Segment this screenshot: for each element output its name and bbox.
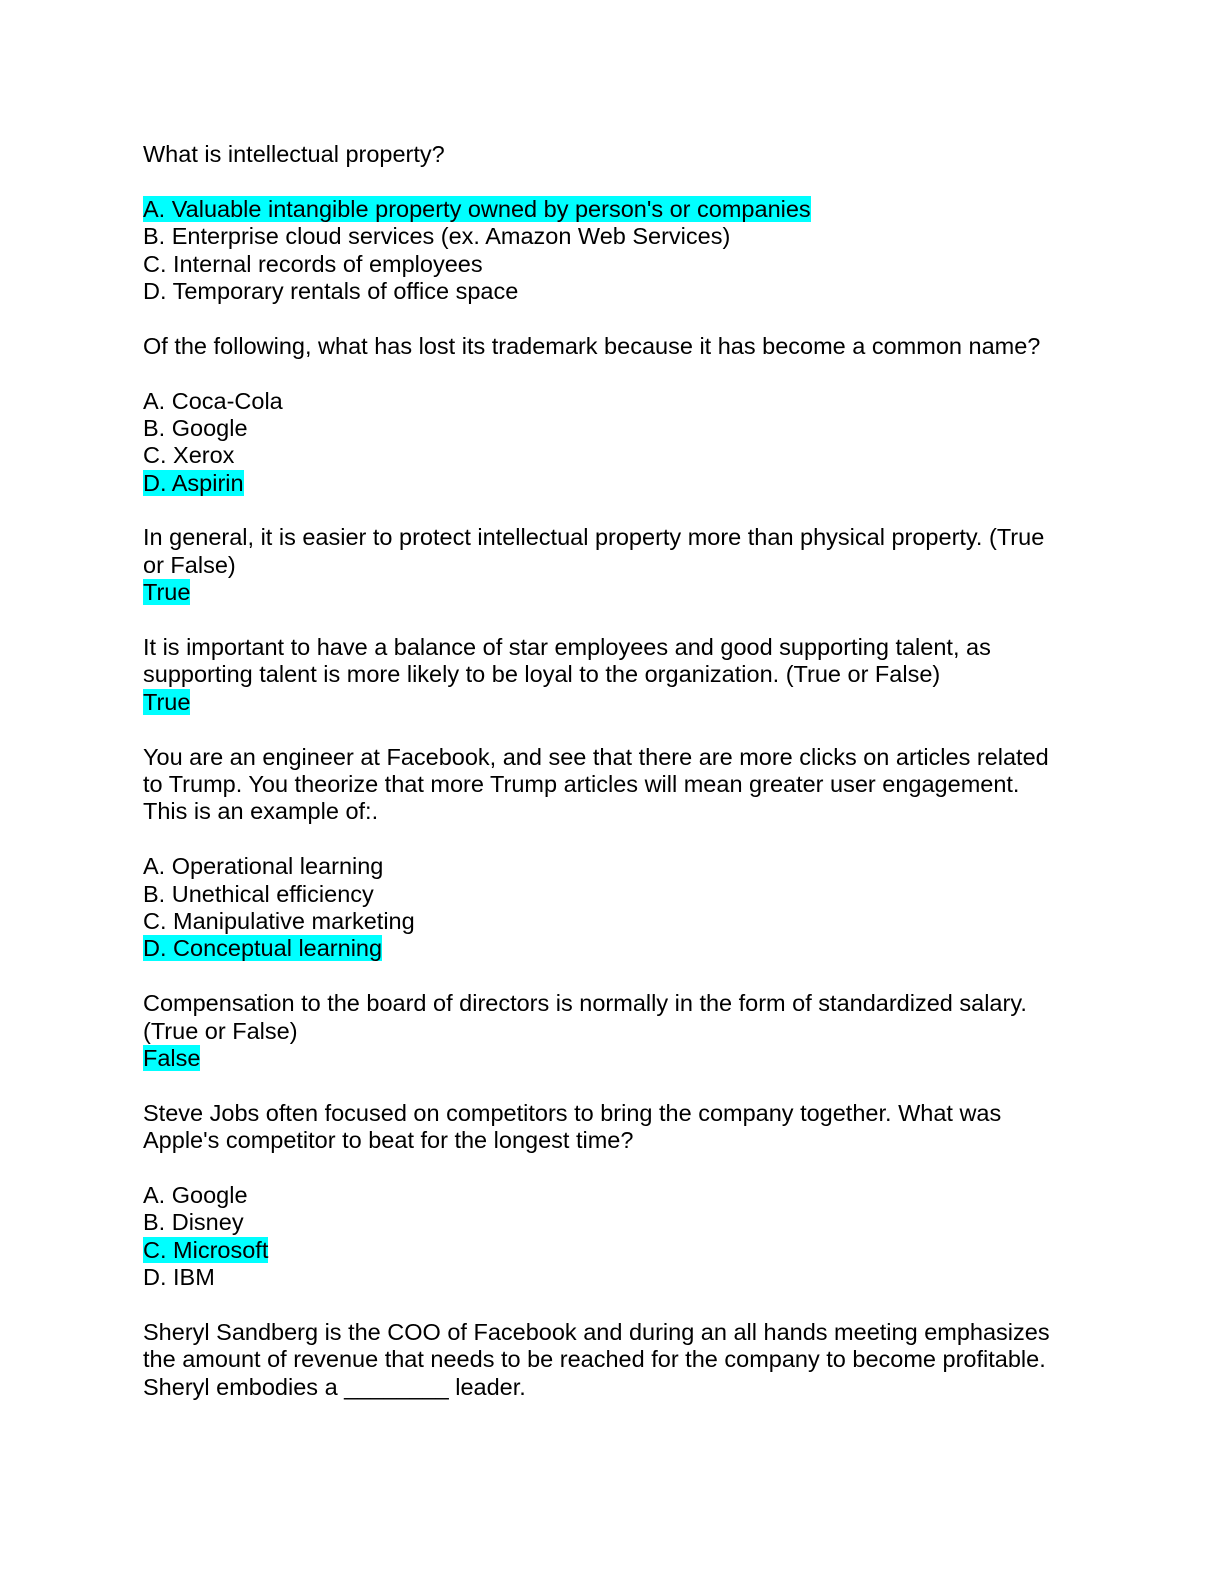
answer-option: B. Unethical efficiency	[143, 880, 374, 907]
highlighted-answer: True	[143, 579, 191, 606]
question-text: Apple's competitor to beat for the longest time?	[143, 1127, 634, 1154]
question-block	[143, 333, 1083, 497]
answer-line	[143, 579, 1083, 606]
answer-option: C. Xerox	[143, 442, 235, 469]
answer-option	[143, 470, 1083, 497]
question-block	[143, 1319, 1083, 1401]
answer-option: A. Operational learning	[143, 853, 384, 880]
highlighted-answer: D. Conceptual learning	[143, 935, 383, 962]
highlighted-answer: C. Microsoft	[143, 1236, 269, 1263]
spacer	[143, 1154, 1083, 1181]
question-text: or False)	[143, 551, 236, 578]
question-text: Compensation to the board of directors is normally in the form of standardized salary.	[143, 990, 1027, 1017]
question-text: This is an example of:.	[143, 798, 379, 825]
answer-option: A. Google	[143, 1181, 248, 1208]
spacer	[143, 826, 1083, 853]
spacer	[143, 1072, 1083, 1099]
question-text: It is important to have a balance of star employees and good supporting talent, as	[143, 634, 991, 661]
answer-option	[143, 196, 1083, 223]
answer-line	[143, 689, 1083, 716]
spacer	[143, 607, 1083, 634]
spacer	[143, 716, 1083, 743]
question-text: You are an engineer at Facebook, and see that there are more clicks on articles related	[143, 743, 1049, 770]
highlighted-answer: A. Valuable intangible property owned by person's or companies	[143, 195, 811, 222]
answer-option: D. IBM	[143, 1264, 215, 1291]
question-text: (True or False)	[143, 1017, 298, 1044]
highlighted-answer: True	[143, 688, 191, 715]
question-block	[143, 524, 1083, 606]
question-block	[143, 1100, 1083, 1292]
answer-option: B. Disney	[143, 1209, 244, 1236]
answer-option: C. Internal records of employees	[143, 250, 483, 277]
question-text: What is intellectual property?	[143, 141, 445, 167]
answer-option	[143, 935, 1083, 962]
question-text: In general, it is easier to protect intellectual property more than physical property. (True	[143, 524, 1045, 551]
document-page	[143, 141, 1083, 1401]
question-block	[143, 744, 1083, 963]
highlighted-answer: D. Aspirin	[143, 469, 244, 496]
answer-option: D. Temporary rentals of office space	[143, 277, 519, 304]
spacer	[143, 963, 1083, 990]
question-text: Sheryl embodies a ________ leader.	[143, 1373, 526, 1400]
question-text: Steve Jobs often focused on competitors to bring the company together. What was	[143, 1099, 1002, 1126]
question-block	[143, 990, 1083, 1072]
answer-option: B. Google	[143, 414, 248, 441]
question-block	[143, 634, 1083, 716]
question-block	[143, 141, 1083, 305]
spacer	[143, 360, 1083, 387]
spacer	[143, 1291, 1083, 1318]
question-text: to Trump. You theorize that more Trump articles will mean greater user engagement.	[143, 770, 1020, 797]
answer-option: C. Manipulative marketing	[143, 907, 415, 934]
question-text: the amount of revenue that needs to be reached for the company to become profitable.	[143, 1346, 1046, 1373]
question-text: supporting talent is more likely to be loyal to the organization. (True or False)	[143, 661, 941, 688]
answer-option: B. Enterprise cloud services (ex. Amazon Web Services)	[143, 223, 731, 250]
spacer	[143, 168, 1083, 195]
answer-option: A. Coca-Cola	[143, 387, 283, 414]
highlighted-answer: False	[143, 1044, 201, 1071]
question-text: Of the following, what has lost its trademark because it has become a common name?	[143, 332, 1041, 359]
answer-option	[143, 1237, 1083, 1264]
spacer	[143, 305, 1083, 332]
answer-line	[143, 1045, 1083, 1072]
question-text: Sheryl Sandberg is the COO of Facebook and during an all hands meeting emphasizes	[143, 1318, 1050, 1345]
spacer	[143, 497, 1083, 524]
